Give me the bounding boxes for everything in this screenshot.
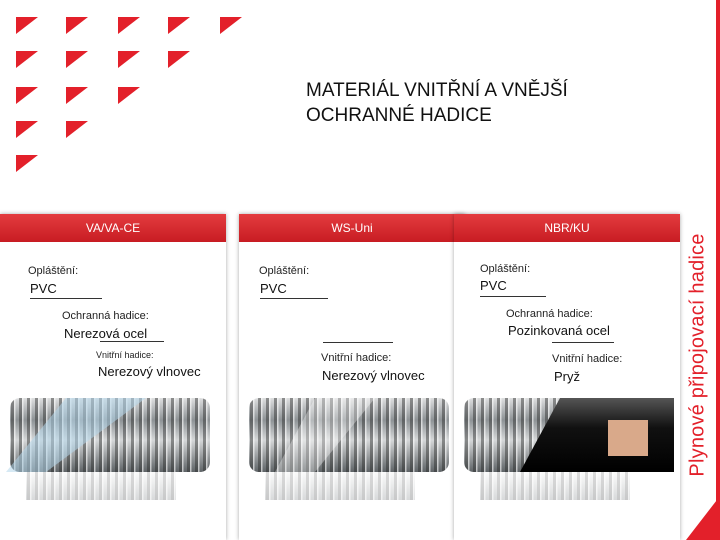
title-line-2: OCHRANNÉ HADICE xyxy=(306,105,492,126)
sidebar-bar xyxy=(716,0,720,540)
protective-hose-value: Pozinkovaná ocel xyxy=(508,323,610,338)
panel-ws-uni xyxy=(239,214,465,540)
decor-triangle xyxy=(16,121,38,138)
outer-sheath-label: Opláštění: xyxy=(259,265,310,277)
decor-triangle xyxy=(118,87,140,104)
leader-line xyxy=(323,342,393,343)
outer-sheath-value: PVC xyxy=(30,281,57,296)
decor-triangle xyxy=(66,51,88,68)
protective-hose-label: Ochranná hadice: xyxy=(62,310,149,322)
protective-hose-value: Nerezová ocel xyxy=(64,326,148,341)
panel-header: WS-Uni xyxy=(239,214,465,242)
decor-triangle xyxy=(168,51,190,68)
outer-sheath-label: Opláštění: xyxy=(28,265,79,277)
decor-triangle xyxy=(16,51,38,68)
hose-image xyxy=(460,392,674,502)
title-line-1: MATERIÁL VNITŘNÍ A VNĚJŠÍ xyxy=(306,80,568,101)
decor-triangle xyxy=(118,17,140,34)
decor-triangle xyxy=(16,155,38,172)
hose-image xyxy=(245,392,459,502)
decor-triangle xyxy=(66,121,88,138)
decor-triangle xyxy=(220,17,242,34)
corner-triangle xyxy=(686,496,720,540)
inner-hose-label: Vnitřní hadice: xyxy=(552,353,623,365)
panel-header: NBR/KU xyxy=(454,214,680,242)
protective-hose-label: Ochranná hadice: xyxy=(506,308,593,320)
outer-sheath-value: PVC xyxy=(260,281,287,296)
panel-header: VA/VA-CE xyxy=(0,214,226,242)
decor-triangle xyxy=(66,87,88,104)
leader-line xyxy=(480,296,546,297)
leader-line xyxy=(100,341,164,342)
decor-triangle xyxy=(16,17,38,34)
outer-sheath-value: PVC xyxy=(480,278,507,293)
outer-sheath-label: Opláštění: xyxy=(480,263,531,275)
leader-line xyxy=(552,342,614,343)
inner-hose-label: Vnitřní hadice: xyxy=(96,350,154,360)
panel-nbr-ku xyxy=(454,214,680,540)
inner-hose-label: Vnitřní hadice: xyxy=(321,352,392,364)
decor-triangle xyxy=(16,87,38,104)
sidebar-title: Plynové připojovací hadice xyxy=(686,233,709,477)
panel-va-ce xyxy=(0,214,226,540)
decor-triangle xyxy=(66,17,88,34)
decor-triangle xyxy=(118,51,140,68)
decor-triangle xyxy=(168,17,190,34)
leader-line xyxy=(260,298,328,299)
leader-line xyxy=(30,298,102,299)
inner-hose-value: Nerezový vlnovec xyxy=(98,364,201,379)
hose-image xyxy=(6,392,220,502)
page-title xyxy=(306,78,636,128)
inner-hose-value: Nerezový vlnovec xyxy=(322,368,425,383)
inner-hose-value: Pryž xyxy=(554,369,580,384)
